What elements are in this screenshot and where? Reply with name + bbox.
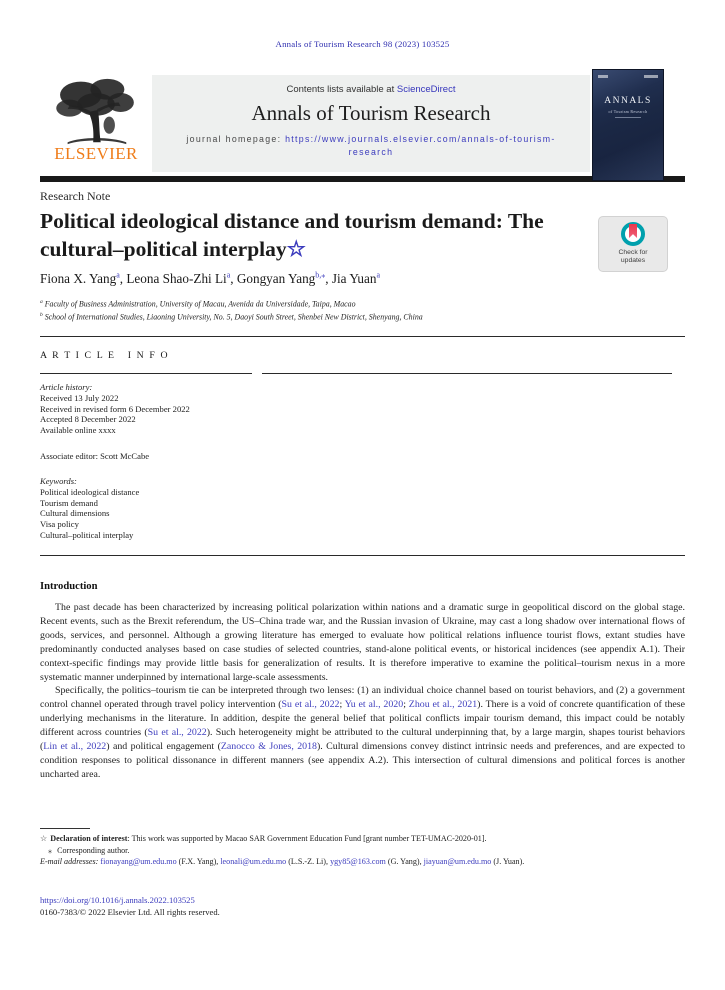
email-owner: (F.X. Yang),: [176, 857, 221, 866]
sciencedirect-link[interactable]: ScienceDirect: [396, 84, 456, 95]
affiliation-b-text: School of International Studies, Liaoning University, No. 5, Daoyi South Street, Shenbei New District, Shenyang, China: [42, 312, 423, 322]
author-separator: ,: [119, 271, 127, 287]
check-updates-badge[interactable]: [598, 216, 668, 272]
masthead-divider-bar: [40, 176, 685, 182]
author-3-name: Gongyan Yang: [236, 271, 316, 287]
masthead-center-panel: [152, 75, 590, 172]
citation-zhou-2021[interactable]: Zhou et al., 2021: [408, 699, 478, 711]
running-head-citation: Annals of Tourism Research 98 (2023) 103525: [275, 39, 450, 49]
paragraph-2: [40, 684, 685, 781]
divider-below-article-info: [40, 555, 685, 556]
title-line1: Political ideological distance and tourism demand: The: [40, 209, 544, 233]
para2-text: Specifically, the politics–tourism tie can be interpreted through two lenses: (1) an individual choice channel based on tourist behaviors, and (2) a government control channel operated through travel policy intervention (: [40, 685, 685, 711]
keyword-item: Cultural dimensions: [40, 508, 110, 519]
cover-divider: [615, 117, 641, 118]
article-history-label: Article history:: [40, 382, 93, 392]
history-received: Received 13 July 2022: [40, 392, 119, 403]
declaration-star-marker: ☆: [40, 834, 48, 843]
issn-copyright-line: 0160-7383/© 2022 Elsevier Ltd. All rights reserved.: [40, 907, 220, 917]
declaration-of-interest: [40, 833, 690, 845]
author-4: [332, 271, 380, 286]
email-link-leonali[interactable]: leonali@um.edu.mo: [220, 857, 287, 866]
para2-text: ;: [403, 699, 409, 711]
keyword-item: Visa policy: [40, 519, 79, 530]
contents-prefix: Contents lists available at: [286, 84, 397, 95]
check-updates-label-line1: Check for: [618, 249, 648, 256]
citation-lin-2022[interactable]: Lin et al., 2022: [43, 741, 107, 753]
keyword-item: Tourism demand: [40, 497, 98, 508]
para2-text: ). Cultural dimensions convey distinct intrinsic needs and preferences, and are expected to condition responses to political dissonance in different manners (see appendix A.2). This intersection of cultural dimensions and political forces is another uncharted area.: [40, 741, 686, 780]
divider-abstract-top: [262, 373, 672, 374]
history-available: Available online xxxx: [40, 425, 116, 436]
homepage-url-link[interactable]: https://www.journals.elsevier.com/annals-of-tourism-research: [285, 134, 556, 157]
email-link-fionayang[interactable]: fionayang@um.edu.mo: [100, 857, 177, 866]
email-owner: (G. Yang),: [385, 857, 424, 866]
para2-text: ). There is a void of concrete quantification of these underlying mechanisms in the literature. In addition, despite the general belief that political conflicts impair tourism demand, this impact could be notably different across countries (: [40, 699, 685, 739]
title-line2: cultural–political interplay: [40, 237, 287, 261]
email-label: E-mail addresses:: [40, 857, 101, 866]
cover-issn-mark: [644, 75, 658, 78]
homepage-label: journal homepage:: [186, 134, 286, 144]
corresponding-marker: ⁎: [48, 845, 53, 855]
cover-title: ANNALS: [604, 96, 652, 106]
article-title: [40, 207, 580, 263]
footnote-divider: [40, 828, 90, 829]
keywords-block: [40, 476, 139, 541]
divider-above-article-info: [40, 336, 685, 337]
author-list: [40, 271, 380, 287]
declaration-label: Declaration of interest: [50, 834, 128, 843]
author-3-affil-sup[interactable]: b,⁎: [315, 271, 326, 280]
journal-homepage-line: [152, 133, 590, 159]
citation-su-2022[interactable]: Su et al., 2022: [281, 699, 340, 711]
email-addresses-line: [40, 856, 690, 868]
corresponding-text: Corresponding author.: [55, 845, 130, 855]
article-type-label: Research Note: [40, 189, 111, 203]
affiliation-b: [40, 310, 423, 323]
elsevier-wordmark: ELSEVIER: [54, 144, 138, 163]
cover-subtitle: of Tourism Research: [608, 109, 648, 114]
affiliation-a: [40, 297, 423, 310]
corresponding-author-note: [40, 845, 690, 857]
associate-editor-line: Associate editor: Scott McCabe: [40, 451, 150, 461]
author-2-affil-sup[interactable]: a: [226, 271, 231, 280]
keyword-item: Political ideological distance: [40, 486, 140, 497]
journal-cover-thumbnail[interactable]: [593, 70, 663, 180]
affiliation-b-sup: b: [40, 311, 43, 318]
author-separator: ,: [325, 271, 332, 287]
author-4-name: Jia Yuan: [331, 271, 377, 287]
para2-text: ). Such heterogeneity might be attributed to the cultural underpinning that, by a large margin, shapes tourist behaviors (: [40, 727, 685, 753]
author-1: [40, 271, 126, 286]
affiliation-a-text: Faculty of Business Administration, University of Macau, Avenida da Universidade, Taipa, Macao: [42, 299, 356, 309]
para2-text: ) and political engagement (: [106, 741, 221, 753]
keyword-item: Cultural–political interplay: [40, 529, 134, 540]
divider-under-info-heading: [40, 373, 252, 374]
check-updates-label-line2: updates: [620, 256, 646, 264]
citation-yu-2020[interactable]: Yu et al., 2020: [344, 699, 404, 711]
author-3: [237, 271, 332, 286]
elsevier-tree-icon: [48, 76, 144, 146]
citation-su-2022[interactable]: Su et al., 2022: [147, 727, 207, 739]
doi-link[interactable]: https://doi.org/10.1016/j.annals.2022.103525: [40, 895, 195, 905]
email-link-ygy85[interactable]: ygy85@163.com: [330, 857, 386, 866]
elsevier-logo[interactable]: [43, 76, 149, 172]
author-1-name: Fiona X. Yang: [40, 271, 117, 287]
author-2: [126, 271, 237, 286]
journal-title: Annals of Tourism Research: [251, 101, 491, 125]
paragraph-1: The past decade has been characterized by increasing political polarization within nations and a dramatic surge in geopolitical discord on the global stage. Recent events, such as the Brexit referendum, the US–China trade war, and the Russian invasion of Ukraine, may cast a long shadow over international flows of goods, services, and personnel. Although a growing literature has emerged to evaluate how political relations influence tourist flows, extant studies have predominantly conducted analyses based on case studies of selected countries, stand-alone political events, or historical incidences (see appendix A.1). Their context-specific findings may provide little basis for generalization of results. It is therefore imperative to examine the political–tourism nexus in a more systematic manner underpinned by international large-scale assessments.: [40, 602, 685, 683]
check-updates-label: [599, 249, 667, 264]
declaration-text: : This work was supported by Macao SAR Government Education Fund [grant number TET-UMAC-2020-01].: [127, 834, 487, 843]
section-heading-introduction: Introduction: [40, 581, 98, 592]
author-separator: ,: [230, 271, 237, 287]
author-2-name: Leona Shao-Zhi Li: [126, 271, 227, 287]
history-revised: Received in revised form 6 December 2022: [40, 403, 190, 414]
para2-text: ;: [339, 699, 345, 711]
bookmark-icon: [629, 224, 637, 238]
affiliations: [40, 297, 423, 322]
contents-list-line: [152, 84, 590, 95]
cover-volume-mark: [598, 75, 608, 78]
author-1-affil-sup[interactable]: a: [116, 271, 120, 280]
article-info-heading: A R T I C L E I N F O: [40, 350, 170, 361]
keywords-label: Keywords:: [40, 476, 77, 486]
author-4-affil-sup[interactable]: a: [376, 271, 380, 280]
email-owner: (L.S.-Z. Li),: [286, 857, 331, 866]
body-text: [40, 601, 685, 782]
crossmark-icon: [621, 222, 645, 246]
article-history: [40, 382, 190, 436]
affiliation-a-sup: a: [40, 299, 43, 305]
email-owner: (J. Yuan).: [491, 857, 525, 866]
history-accepted: Accepted 8 December 2022: [40, 414, 136, 425]
citation-zanocco-jones-2018[interactable]: Zanocco & Jones, 2018: [220, 741, 317, 753]
footnotes: [40, 833, 690, 868]
email-link-jiayuan[interactable]: jiayuan@um.edu.mo: [423, 857, 492, 866]
journal-masthead: [40, 75, 685, 172]
title-footnote-star[interactable]: ☆: [286, 237, 306, 261]
